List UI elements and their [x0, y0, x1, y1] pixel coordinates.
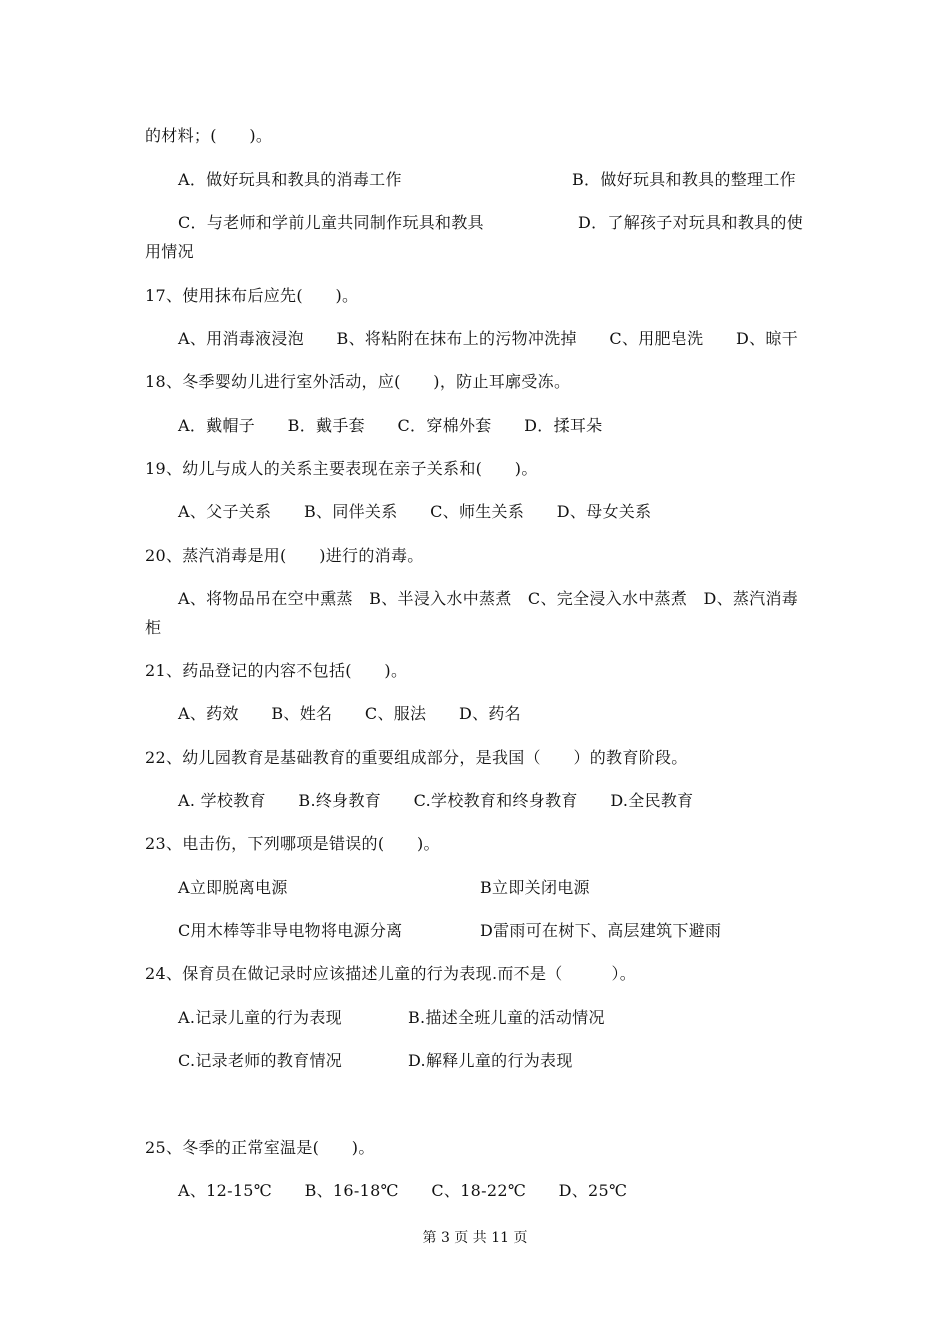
question-17: 17、使用抹布后应先( )。 — [145, 286, 359, 305]
question-21: 21、药品登记的内容不包括( )。 — [145, 661, 408, 680]
question-16-stem-tail: 的材料；( )。 — [145, 126, 273, 145]
question-16-option-c: C．与老师和学前儿童共同制作玩具和教具 — [178, 213, 484, 232]
question-24-option-b: B.描述全班儿童的活动情况 — [408, 1008, 605, 1027]
question-24: 24、保育员在做记录时应该描述儿童的行为表现.而不是（ ）。 — [145, 964, 637, 983]
question-16-option-a: A．做好玩具和教具的消毒工作 — [178, 170, 402, 189]
question-20: 20、蒸汽消毒是用( )进行的消毒。 — [145, 546, 424, 565]
question-22: 22、幼儿园教育是基础教育的重要组成部分，是我国（ ）的教育阶段。 — [145, 748, 688, 767]
question-18-options: A．戴帽子 B．戴手套 C．穿棉外套 D．揉耳朵 — [178, 416, 603, 435]
question-23-option-a: A立即脱离电源 — [178, 878, 288, 897]
question-22-options: A. 学校教育 B.终身教育 C.学校教育和终身教育 D.全民教育 — [178, 791, 694, 810]
question-23-option-c: C用木棒等非导电物将电源分离 — [178, 921, 403, 940]
question-21-options: A、药效 B、姓名 C、服法 D、药名 — [178, 704, 521, 723]
question-19: 19、幼儿与成人的关系主要表现在亲子关系和( )。 — [145, 459, 538, 478]
question-24-option-c: C.记录老师的教育情况 — [178, 1051, 343, 1070]
question-16-option-b: B．做好玩具和教具的整理工作 — [572, 170, 796, 189]
question-19-options: A、父子关系 B、同伴关系 C、师生关系 D、母女关系 — [178, 502, 652, 521]
question-20-options-cont: 柜 — [145, 618, 162, 637]
page-footer: 第 3 页 共 11 页 — [422, 1230, 528, 1246]
question-20-options: A、将物品吊在空中熏蒸 B、半浸入水中蒸煮 C、完全浸入水中蒸煮 D、蒸汽消毒 — [178, 589, 799, 608]
question-24-option-a: A.记录儿童的行为表现 — [178, 1008, 342, 1027]
question-18: 18、冬季婴幼儿进行室外活动，应( )，防止耳廓受冻。 — [145, 372, 571, 391]
question-24-option-d: D.解释儿童的行为表现 — [408, 1051, 573, 1070]
question-17-options: A、用消毒液浸泡 B、将粘附在抹布上的污物冲洗掉 C、用肥皂洗 D、晾干 — [178, 329, 799, 348]
question-16-option-d: D．了解孩子对玩具和教具的使 — [578, 213, 804, 232]
question-25-options: A、12-15℃ B、16-18℃ C、18-22℃ D、25℃ — [178, 1181, 628, 1200]
question-23-option-d: D雷雨可在树下、高层建筑下避雨 — [480, 921, 722, 940]
question-16-option-d-cont: 用情况 — [145, 242, 194, 261]
question-25: 25、冬季的正常室温是( )。 — [145, 1138, 375, 1157]
question-23: 23、电击伤，下列哪项是错误的( )。 — [145, 834, 440, 853]
question-23-option-b: B立即关闭电源 — [480, 878, 590, 897]
